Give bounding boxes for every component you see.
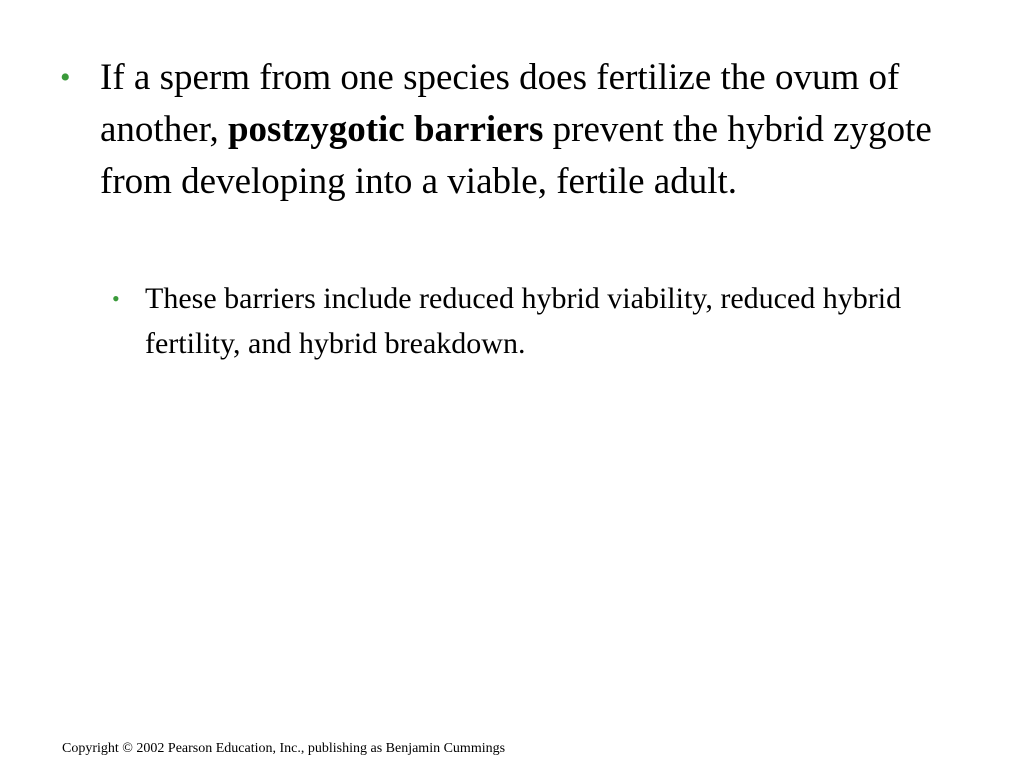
key-term: postzygotic barriers xyxy=(227,109,544,150)
copyright-footer: Copyright © 2002 Pearson Education, Inc., publishing as Benjamin Cummings xyxy=(62,741,506,756)
main-bullet-text-end: prevent the hybrid zygote from developing into a viable, fertile adult. xyxy=(100,109,932,202)
main-bullet xyxy=(60,52,940,208)
main-bullet-text-start: If a sperm from one species does fertilize the ovum of another, xyxy=(100,57,900,150)
main-bullet-text xyxy=(100,52,940,208)
bullet-dot-icon: • xyxy=(60,61,71,94)
bullet-dot-icon: • xyxy=(112,286,120,311)
sub-bullet-text: These barriers include reduced hybrid viability, reduced hybrid fertility, and hybrid breakdown. xyxy=(145,282,902,360)
sub-bullet xyxy=(112,276,912,366)
